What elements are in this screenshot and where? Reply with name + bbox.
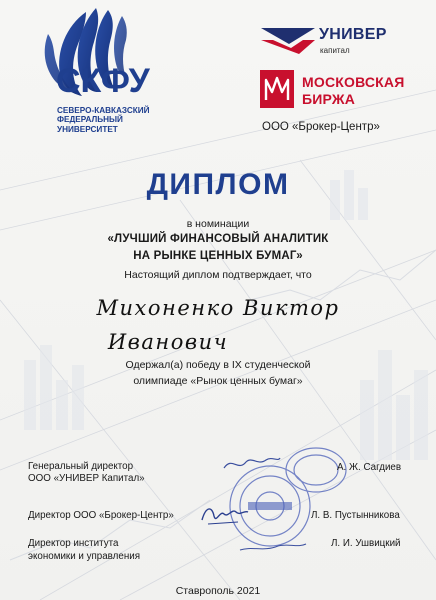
skfu-logo-text: СКФУ bbox=[56, 62, 150, 100]
nomination-title-line1: «ЛУЧШИЙ ФИНАНСОВЫЙ АНАЛИТИК bbox=[107, 233, 329, 245]
recipient-name-line1: Михоненко Виктор bbox=[96, 296, 340, 320]
univer-logo-text: УНИВЕР bbox=[319, 26, 387, 43]
confirmation-text: Настоящий диплом подтверждает, что bbox=[124, 269, 312, 281]
nomination-intro: в номинации bbox=[186, 218, 250, 230]
moex-logo-text-line1: МОСКОВСКАЯ bbox=[302, 74, 405, 90]
achievement-line2: олимпиаде «Рынок ценных бумаг» bbox=[133, 375, 303, 387]
signature-scrawl-3 bbox=[238, 540, 308, 554]
signatory-1-title-line1: Генеральный директор bbox=[28, 461, 134, 472]
place-and-year: Ставрополь 2021 bbox=[175, 585, 261, 597]
recipient-name-line2: Иванович bbox=[107, 330, 229, 354]
moex-logo-icon bbox=[260, 70, 294, 108]
signatory-3-title-line1: Директор института bbox=[28, 538, 119, 549]
univer-logo-icon bbox=[259, 24, 319, 58]
univer-logo-subtitle: капитал bbox=[320, 46, 350, 55]
signatory-3-title-line2: экономики и управления bbox=[28, 551, 141, 562]
signature-scrawl-2 bbox=[198, 500, 250, 528]
signatory-1-name: А. Ж. Сагдиев bbox=[337, 462, 402, 473]
achievement-line1: Одержал(а) победу в IX студенческой bbox=[125, 359, 311, 371]
broker-center-name: ООО «Брокер-Центр» bbox=[262, 121, 380, 133]
diploma-title: ДИПЛОМ bbox=[146, 168, 290, 201]
signature-scrawl-1 bbox=[222, 452, 282, 474]
nomination-title-line2: НА РЫНКЕ ЦЕННЫХ БУМАГ» bbox=[133, 250, 303, 262]
signatory-1-title-line2: ООО «УНИВЕР Капитал» bbox=[28, 473, 145, 484]
signatory-3-name: Л. И. Ушвицкий bbox=[331, 538, 401, 549]
moex-logo-text-line2: БИРЖА bbox=[302, 91, 356, 107]
signatory-2-name: Л. В. Пустынникова bbox=[311, 510, 400, 521]
skfu-logo-subtitle: СЕВЕРО-КАВКАЗСКИЙ ФЕДЕРАЛЬНЫЙ УНИВЕРСИТЕТ bbox=[57, 106, 150, 134]
signatory-2-title: Директор ООО «Брокер-Центр» bbox=[28, 510, 174, 521]
